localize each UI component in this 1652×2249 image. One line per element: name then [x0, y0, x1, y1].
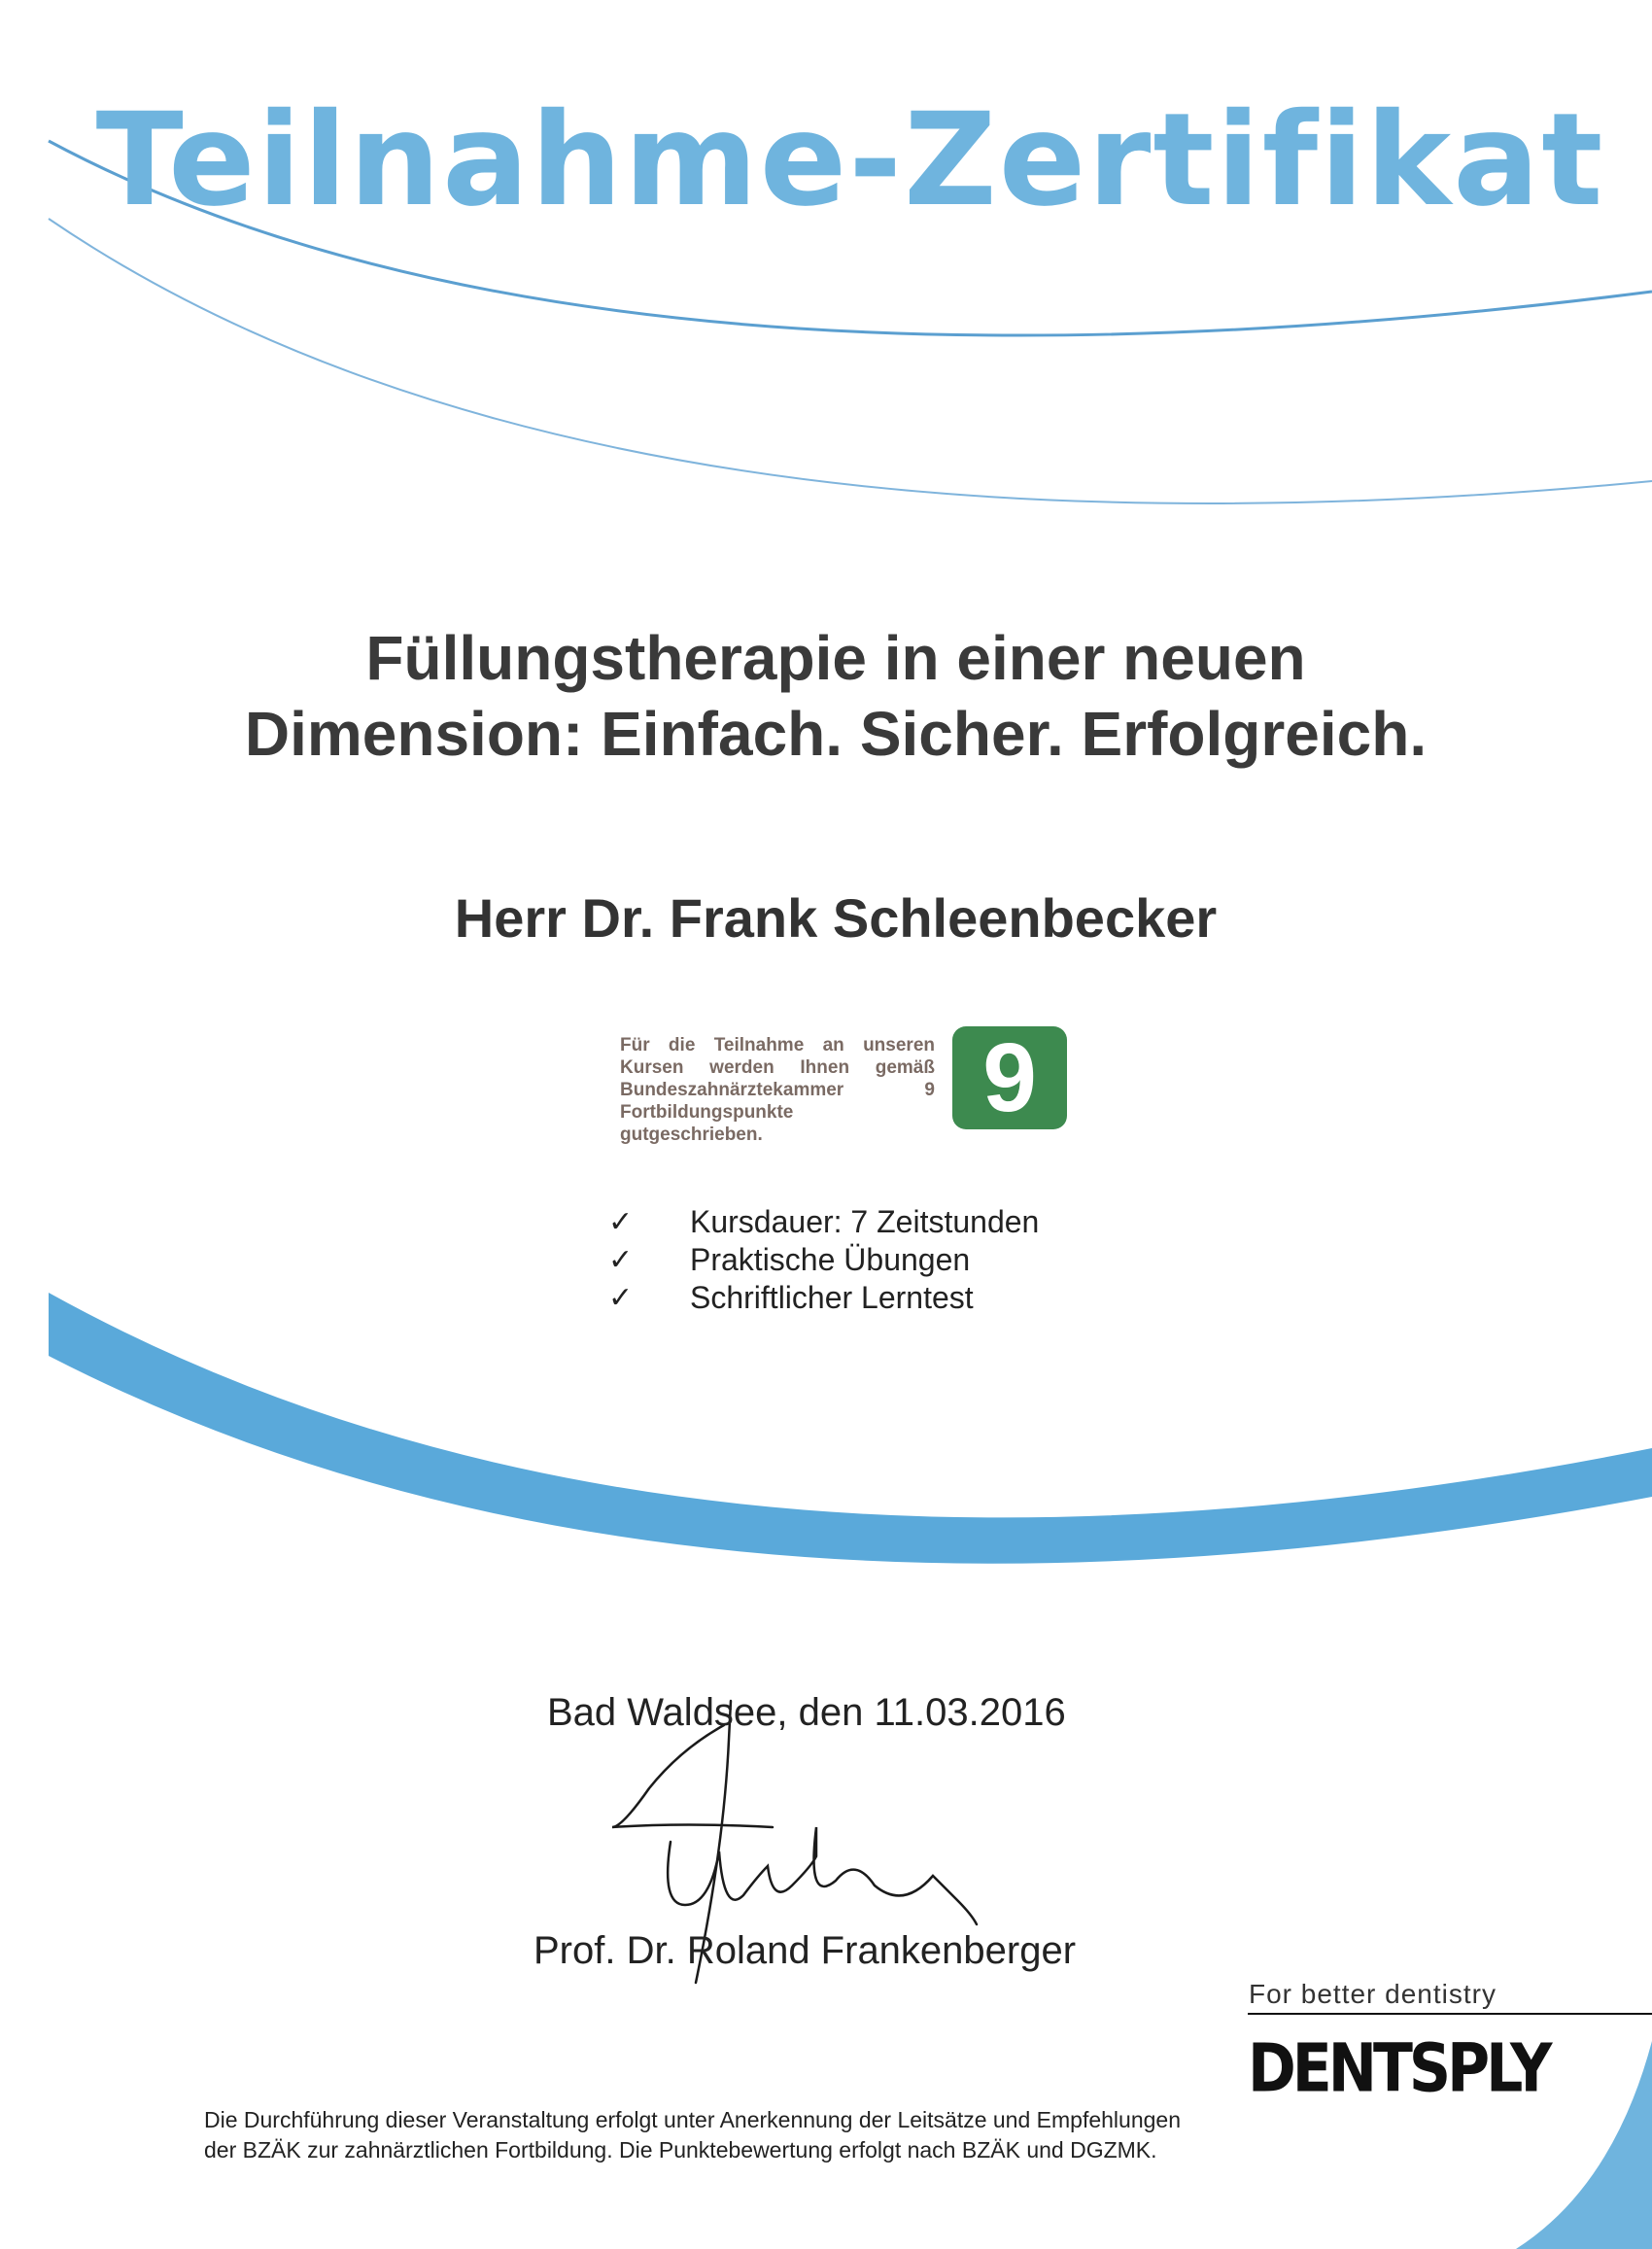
checklist-label: Praktische Übungen [690, 1242, 971, 1277]
checklist-label: Kursdauer: 7 Zeitstunden [690, 1204, 1040, 1239]
participant-name: Herr Dr. Frank Schleenbecker [454, 887, 1218, 949]
footer-line-2: der BZÄK zur zahnärztlichen Fortbildung. Die Punktebewertung erfolgt nach BZÄK und DGZMK. [204, 2137, 1157, 2162]
brand-tagline: For better dentistry [1249, 1979, 1497, 2009]
place-and-date: Bad Waldsee, den 11.03.2016 [547, 1691, 1066, 1734]
checklist-label: Schriftlicher Lerntest [690, 1280, 974, 1315]
checkmark-icon: ✓ [608, 1205, 634, 1239]
course-title-line-2: Dimension: Einfach. Sicher. Erfolgreich. [244, 699, 1428, 769]
footer-note [204, 2105, 1181, 2165]
checklist-item [602, 1279, 1039, 1317]
course-title [58, 620, 1613, 772]
top-swoosh-line-2 [49, 219, 1652, 503]
points-description: Für die Teilnahme an unseren Kursen werden Ihnen gemäß Bundeszahnärztekammer 9 Fortbildungspunkte gutgeschrieben. [620, 1035, 935, 1145]
footer-line-1: Die Durchführung dieser Veranstaltung erfolgt unter Anerkennung der Leitsätze und Empfehlungen [204, 2107, 1181, 2132]
signer-name: Prof. Dr. Roland Frankenberger [533, 1929, 1077, 1972]
checklist-item [602, 1241, 1039, 1279]
bottom-swoosh-band [49, 1293, 1652, 1564]
dentsply-logo: DENTSPLY [1248, 2029, 1549, 2108]
checklist-item [602, 1203, 1039, 1241]
points-badge: 9 [952, 1026, 1067, 1129]
certificate-title: Teilnahme-Zertifikat [95, 86, 1605, 235]
checkmark-icon: ✓ [608, 1281, 634, 1315]
course-checklist [602, 1203, 1039, 1317]
checkmark-icon: ✓ [608, 1243, 634, 1277]
course-title-line-1: Füllungstherapie in einer neuen [365, 623, 1306, 693]
tagline-rule [1248, 2012, 1652, 2016]
